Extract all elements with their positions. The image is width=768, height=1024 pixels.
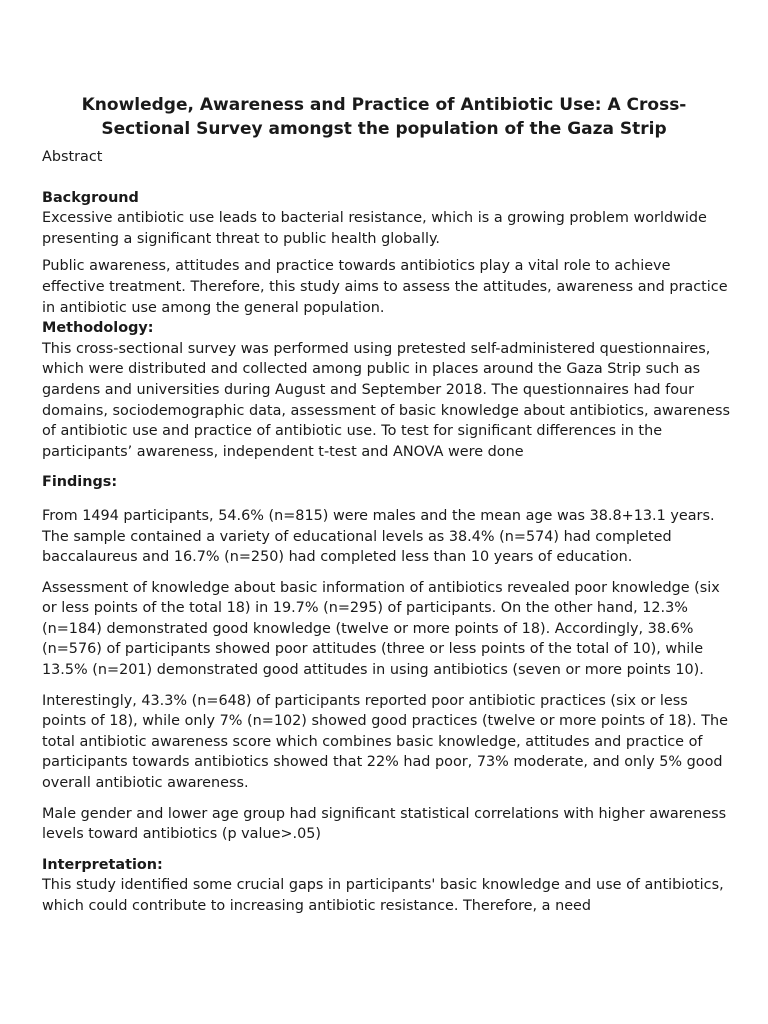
findings-heading: Findings: — [42, 474, 118, 491]
background-paragraph-2: Public awareness, attitudes and practice towards antibiotics play a vital role to achieve effective treatment. Therefore, this study aims to assess the attitudes, awareness and practice in antibiotic use among the general population. — [42, 258, 728, 316]
findings-paragraph-2: Assessment of knowledge about basic information of antibiotics revealed poor knowledge (six or less points of the total 18) in 19.7% (n=295) of participants. On the other hand, 12.3% (n=184) demonstrated good knowledge (twelve or more points of 18). Accordingly, 38.6% (n=576) of participants showed poor attitudes (three or less points of the total of 10), while 13.5% (n=201) demonstrated good attitudes in using antibiotics (seven or more points 10). — [42, 579, 720, 679]
findings-paragraph-4: Male gender and lower age group had significant statistical correlations with higher awareness levels toward antibiotics (p value>.05) — [42, 805, 727, 843]
background-paragraph-1: Excessive antibiotic use leads to bacterial resistance, which is a growing problem worldwide presenting a significant threat to public health globally. — [42, 210, 707, 247]
findings-paragraph-3: Interestingly, 43.3% (n=648) of participants reported poor antibiotic practices (six or less points of 18), while only 7% (n=102) showed good practices (twelve or more points of 18). The total antibiotic awareness score which combines basic knowledge, attitudes and practice of participants towards antibiotics showed that 22% had poor, 73% moderate, and only 5% good overall antibiotic awareness. — [42, 692, 728, 792]
interpretation-heading: Interpretation: — [42, 856, 163, 873]
methodology-heading: Methodology: — [42, 320, 154, 337]
paper-title: Knowledge, Awareness and Practice of Antibiotic Use: A Cross-Sectional Survey amongst the population of the Gaza Strip — [81, 95, 687, 139]
interpretation-paragraph: This study identified some crucial gaps in participants' basic knowledge and use of antibiotics, which could contribute to increasing antibiotic resistance. Therefore, a need — [42, 877, 724, 914]
abstract-label: Abstract — [42, 149, 103, 165]
abstract-body — [42, 147, 730, 917]
findings-paragraph-1: From 1494 participants, 54.6% (n=815) were males and the mean age was 38.8+13.1 years. The sample contained a variety of educational levels as 38.4% (n=574) had completed baccalaureus and 16.7% (n=250) had completed less than 10 years of education. — [42, 507, 715, 566]
methodology-paragraph: This cross-sectional survey was performed using pretested self-administered questionnaires, which were distributed and collected among public in places around the Gaza Strip such as gardens and universities during August and September 2018. The questionnaires had four domains, sociodemographic data, assessment of basic knowledge about antibiotics, awareness of antibiotic use and practice of antibiotic use. To test for significant differences in the participants’ awareness, independent t-test and ANOVA were done — [42, 340, 731, 460]
background-heading: Background — [42, 189, 139, 206]
